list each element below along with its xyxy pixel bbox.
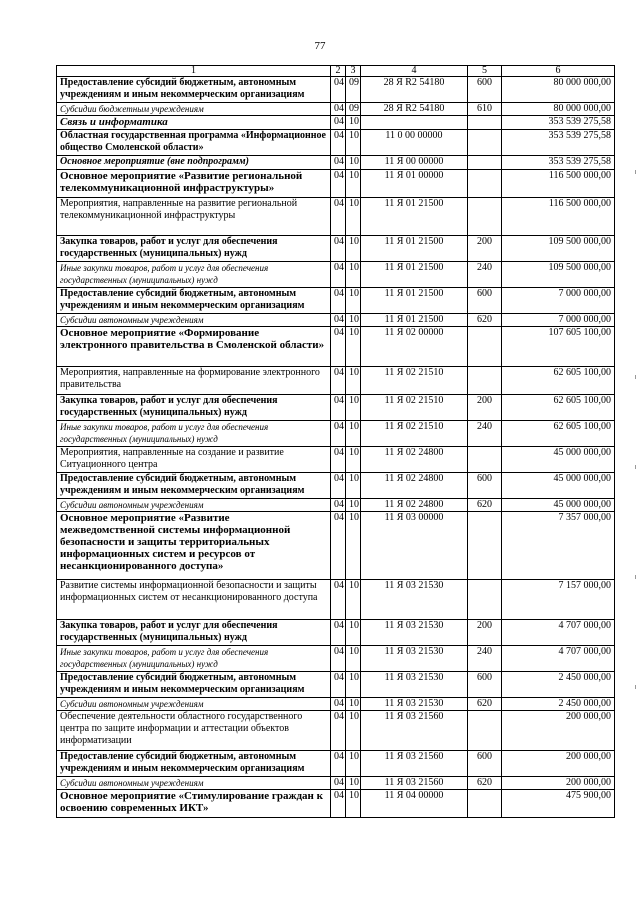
margin-mark <box>635 575 636 579</box>
row-sum-cell: 107 605 100,00 <box>502 327 615 367</box>
table-row <box>57 499 615 512</box>
table-row <box>57 170 615 198</box>
row-expense-type-cell: 600 <box>468 672 502 698</box>
row-target-code-cell: 11 Я 02 24800 <box>361 447 468 473</box>
row-target-code-cell: 11 Я 03 21560 <box>361 751 468 777</box>
row-expense-type-cell: 620 <box>468 314 502 327</box>
row-expense-type-cell: 240 <box>468 262 502 288</box>
row-target-code-cell: 11 Я 03 21530 <box>361 698 468 711</box>
row-subsection-cell: 10 <box>346 751 361 777</box>
row-sum-cell: 80 000 000,00 <box>502 77 615 103</box>
row-name-cell: Субсидии автономным учреждениям <box>57 777 331 790</box>
row-sum-cell: 353 539 275,58 <box>502 156 615 170</box>
row-target-code-cell: 11 Я 03 21560 <box>361 711 468 751</box>
row-subsection-cell: 09 <box>346 103 361 116</box>
row-name-cell: Закупка товаров, работ и услуг для обеспечения государственных (муниципальных) нужд <box>57 236 331 262</box>
row-target-code-cell: 11 Я 00 00000 <box>361 156 468 170</box>
row-expense-type-cell: 620 <box>468 777 502 790</box>
row-subsection-cell: 10 <box>346 314 361 327</box>
row-name-cell: Закупка товаров, работ и услуг для обеспечения государственных (муниципальных) нужд <box>57 620 331 646</box>
row-sum-cell: 109 500 000,00 <box>502 236 615 262</box>
row-target-code-cell: 28 Я R2 54180 <box>361 103 468 116</box>
row-target-code-cell: 11 Я 02 21510 <box>361 395 468 421</box>
row-sum-cell: 4 707 000,00 <box>502 646 615 672</box>
table-row <box>57 327 615 367</box>
row-name-cell: Связь и информатика <box>57 116 331 130</box>
row-expense-type-cell <box>468 156 502 170</box>
row-section-cell: 04 <box>331 473 346 499</box>
row-subsection-cell: 10 <box>346 262 361 288</box>
table-row <box>57 473 615 499</box>
row-name-cell: Развитие системы информационной безопасности и защиты информационных систем от несанкционированного доступа <box>57 580 331 620</box>
row-target-code-cell: 11 Я 01 21500 <box>361 262 468 288</box>
page-number: 77 <box>314 40 326 52</box>
row-target-code-cell: 11 0 00 00000 <box>361 130 468 156</box>
row-sum-cell: 7 000 000,00 <box>502 288 615 314</box>
row-name-cell: Основное мероприятие «Стимулирование граждан к освоению современных ИКТ» <box>57 790 331 818</box>
row-target-code-cell: 11 Я 03 21530 <box>361 580 468 620</box>
row-expense-type-cell: 240 <box>468 646 502 672</box>
table-row <box>57 77 615 103</box>
table-row <box>57 262 615 288</box>
row-sum-cell: 4 707 000,00 <box>502 620 615 646</box>
row-sum-cell: 200 000,00 <box>502 777 615 790</box>
row-name-cell: Обеспечение деятельности областного государственного центра по защите информации и аттестации объектов информатизации <box>57 711 331 751</box>
row-name-cell: Иные закупки товаров, работ и услуг для обеспечения государственных (муниципальных) нужд <box>57 421 331 447</box>
row-expense-type-cell: 600 <box>468 77 502 103</box>
row-section-cell: 04 <box>331 367 346 395</box>
table-row <box>57 711 615 751</box>
header-cell: 1 <box>57 66 331 77</box>
row-sum-cell: 62 605 100,00 <box>502 367 615 395</box>
row-subsection-cell: 10 <box>346 512 361 580</box>
header-row <box>57 66 615 77</box>
table-row <box>57 790 615 818</box>
row-expense-type-cell <box>468 512 502 580</box>
table-row <box>57 395 615 421</box>
row-target-code-cell: 11 Я 01 00000 <box>361 170 468 198</box>
row-expense-type-cell: 200 <box>468 236 502 262</box>
row-section-cell: 04 <box>331 262 346 288</box>
table-row <box>57 103 615 116</box>
row-target-code-cell: 11 Я 02 21510 <box>361 421 468 447</box>
row-section-cell: 04 <box>331 646 346 672</box>
row-sum-cell: 7 157 000,00 <box>502 580 615 620</box>
row-name-cell: Субсидии бюджетным учреждениям <box>57 103 331 116</box>
row-sum-cell: 353 539 275,58 <box>502 116 615 130</box>
table-row <box>57 288 615 314</box>
row-subsection-cell: 10 <box>346 580 361 620</box>
row-name-cell: Предоставление субсидий бюджетным, автономным учреждениям и иным некоммерческим организациям <box>57 77 331 103</box>
row-section-cell: 04 <box>331 77 346 103</box>
row-name-cell: Основное мероприятие «Развитие региональной телекоммуникационной инфраструктуры» <box>57 170 331 198</box>
row-name-cell: Предоставление субсидий бюджетным, автономным учреждениям и иным некоммерческим организациям <box>57 473 331 499</box>
row-subsection-cell: 10 <box>346 620 361 646</box>
row-expense-type-cell <box>468 130 502 156</box>
row-section-cell: 04 <box>331 327 346 367</box>
row-subsection-cell: 10 <box>346 777 361 790</box>
row-expense-type-cell: 240 <box>468 421 502 447</box>
row-subsection-cell: 10 <box>346 198 361 236</box>
row-subsection-cell: 10 <box>346 395 361 421</box>
row-section-cell: 04 <box>331 116 346 130</box>
table-row <box>57 116 615 130</box>
header-cell: 2 <box>331 66 346 77</box>
table-row <box>57 751 615 777</box>
row-expense-type-cell <box>468 116 502 130</box>
row-target-code-cell: 11 Я 03 21530 <box>361 646 468 672</box>
row-section-cell: 04 <box>331 236 346 262</box>
row-expense-type-cell <box>468 198 502 236</box>
row-subsection-cell: 10 <box>346 130 361 156</box>
row-subsection-cell: 10 <box>346 672 361 698</box>
row-name-cell: Иные закупки товаров, работ и услуг для обеспечения государственных (муниципальных) нужд <box>57 646 331 672</box>
margin-mark <box>635 465 636 469</box>
table-row <box>57 198 615 236</box>
row-sum-cell: 109 500 000,00 <box>502 262 615 288</box>
row-section-cell: 04 <box>331 499 346 512</box>
row-name-cell: Областная государственная программа «Информационное общество Смоленской области» <box>57 130 331 156</box>
header-cell: 5 <box>468 66 502 77</box>
table-row <box>57 447 615 473</box>
table-row <box>57 156 615 170</box>
row-expense-type-cell <box>468 711 502 751</box>
row-subsection-cell: 10 <box>346 646 361 672</box>
row-name-cell: Субсидии автономным учреждениям <box>57 499 331 512</box>
row-target-code-cell: 11 Я 03 21530 <box>361 620 468 646</box>
margin-mark <box>635 170 636 174</box>
row-subsection-cell: 10 <box>346 711 361 751</box>
row-section-cell: 04 <box>331 580 346 620</box>
row-expense-type-cell: 600 <box>468 288 502 314</box>
row-sum-cell: 116 500 000,00 <box>502 198 615 236</box>
row-section-cell: 04 <box>331 447 346 473</box>
row-name-cell: Иные закупки товаров, работ и услуг для обеспечения государственных (муниципальных) нужд <box>57 262 331 288</box>
margin-mark <box>635 685 636 689</box>
row-sum-cell: 80 000 000,00 <box>502 103 615 116</box>
header-cell: 6 <box>502 66 615 77</box>
row-name-cell: Субсидии автономным учреждениям <box>57 698 331 711</box>
row-subsection-cell: 10 <box>346 327 361 367</box>
row-subsection-cell: 10 <box>346 288 361 314</box>
table-row <box>57 698 615 711</box>
row-subsection-cell: 10 <box>346 698 361 711</box>
row-section-cell: 04 <box>331 777 346 790</box>
row-expense-type-cell <box>468 447 502 473</box>
row-section-cell: 04 <box>331 156 346 170</box>
row-expense-type-cell: 620 <box>468 499 502 512</box>
row-section-cell: 04 <box>331 170 346 198</box>
row-subsection-cell: 10 <box>346 116 361 130</box>
row-expense-type-cell <box>468 367 502 395</box>
row-name-cell: Предоставление субсидий бюджетным, автономным учреждениям и иным некоммерческим организациям <box>57 288 331 314</box>
row-target-code-cell: 11 Я 02 24800 <box>361 499 468 512</box>
budget-table <box>56 65 615 818</box>
row-target-code-cell: 11 Я 04 00000 <box>361 790 468 818</box>
row-expense-type-cell <box>468 580 502 620</box>
row-expense-type-cell: 600 <box>468 473 502 499</box>
row-sum-cell: 353 539 275,58 <box>502 130 615 156</box>
table-row <box>57 620 615 646</box>
row-subsection-cell: 10 <box>346 421 361 447</box>
row-target-code-cell: 11 Я 02 24800 <box>361 473 468 499</box>
row-subsection-cell: 10 <box>346 156 361 170</box>
table-row <box>57 421 615 447</box>
row-sum-cell: 62 605 100,00 <box>502 395 615 421</box>
table-row <box>57 777 615 790</box>
row-name-cell: Закупка товаров, работ и услуг для обеспечения государственных (муниципальных) нужд <box>57 395 331 421</box>
row-name-cell: Предоставление субсидий бюджетным, автономным учреждениям и иным некоммерческим организациям <box>57 672 331 698</box>
table-row <box>57 367 615 395</box>
table-row <box>57 130 615 156</box>
row-subsection-cell: 10 <box>346 170 361 198</box>
row-expense-type-cell <box>468 327 502 367</box>
row-target-code-cell: 11 Я 02 00000 <box>361 327 468 367</box>
row-subsection-cell: 09 <box>346 77 361 103</box>
row-section-cell: 04 <box>331 620 346 646</box>
row-name-cell: Субсидии автономным учреждениям <box>57 314 331 327</box>
row-target-code-cell: 11 Я 01 21500 <box>361 236 468 262</box>
row-section-cell: 04 <box>331 198 346 236</box>
row-sum-cell: 2 450 000,00 <box>502 672 615 698</box>
row-section-cell: 04 <box>331 130 346 156</box>
row-target-code-cell <box>361 116 468 130</box>
row-section-cell: 04 <box>331 790 346 818</box>
table-row <box>57 314 615 327</box>
row-sum-cell: 45 000 000,00 <box>502 473 615 499</box>
row-target-code-cell: 11 Я 01 21500 <box>361 288 468 314</box>
row-name-cell: Мероприятия, направленные на развитие региональной телекоммуникационной инфраструктуры <box>57 198 331 236</box>
row-subsection-cell: 10 <box>346 447 361 473</box>
row-name-cell: Предоставление субсидий бюджетным, автономным учреждениям и иным некоммерческим организациям <box>57 751 331 777</box>
row-target-code-cell: 11 Я 03 21530 <box>361 672 468 698</box>
row-expense-type-cell: 620 <box>468 698 502 711</box>
row-subsection-cell: 10 <box>346 473 361 499</box>
row-subsection-cell: 10 <box>346 236 361 262</box>
header-cell: 4 <box>361 66 468 77</box>
row-section-cell: 04 <box>331 512 346 580</box>
row-section-cell: 04 <box>331 698 346 711</box>
table-row <box>57 512 615 580</box>
row-sum-cell: 200 000,00 <box>502 711 615 751</box>
row-section-cell: 04 <box>331 711 346 751</box>
row-expense-type-cell: 200 <box>468 395 502 421</box>
margin-mark <box>635 375 636 379</box>
row-expense-type-cell: 600 <box>468 751 502 777</box>
row-sum-cell: 116 500 000,00 <box>502 170 615 198</box>
row-section-cell: 04 <box>331 421 346 447</box>
row-name-cell: Основное мероприятие «Формирование электронного правительства в Смоленской области» <box>57 327 331 367</box>
row-sum-cell: 200 000,00 <box>502 751 615 777</box>
row-sum-cell: 7 000 000,00 <box>502 314 615 327</box>
header-cell: 3 <box>346 66 361 77</box>
row-sum-cell: 475 900,00 <box>502 790 615 818</box>
row-expense-type-cell <box>468 790 502 818</box>
row-sum-cell: 7 357 000,00 <box>502 512 615 580</box>
row-section-cell: 04 <box>331 103 346 116</box>
row-target-code-cell: 28 Я R2 54180 <box>361 77 468 103</box>
row-section-cell: 04 <box>331 314 346 327</box>
table-row <box>57 646 615 672</box>
table-row <box>57 236 615 262</box>
row-sum-cell: 45 000 000,00 <box>502 499 615 512</box>
row-sum-cell: 2 450 000,00 <box>502 698 615 711</box>
row-target-code-cell: 11 Я 02 21510 <box>361 367 468 395</box>
row-target-code-cell: 11 Я 01 21500 <box>361 314 468 327</box>
row-subsection-cell: 10 <box>346 367 361 395</box>
row-section-cell: 04 <box>331 395 346 421</box>
table-row <box>57 672 615 698</box>
row-sum-cell: 62 605 100,00 <box>502 421 615 447</box>
row-name-cell: Основное мероприятие (вне подпрограмм) <box>57 156 331 170</box>
row-name-cell: Основное мероприятие «Развитие межведомственной системы информационной безопасности и защиты территориальных информационных систем и ресурсов от несанкционированного доступа» <box>57 512 331 580</box>
row-section-cell: 04 <box>331 672 346 698</box>
row-subsection-cell: 10 <box>346 790 361 818</box>
row-expense-type-cell: 200 <box>468 620 502 646</box>
row-name-cell: Мероприятия, направленные на формирование электронного правительства <box>57 367 331 395</box>
row-sum-cell: 45 000 000,00 <box>502 447 615 473</box>
row-target-code-cell: 11 Я 03 21560 <box>361 777 468 790</box>
row-expense-type-cell: 610 <box>468 103 502 116</box>
row-name-cell: Мероприятия, направленные на создание и развитие Ситуационного центра <box>57 447 331 473</box>
row-target-code-cell: 11 Я 01 21500 <box>361 198 468 236</box>
row-section-cell: 04 <box>331 751 346 777</box>
row-expense-type-cell <box>468 170 502 198</box>
table-row <box>57 580 615 620</box>
row-section-cell: 04 <box>331 288 346 314</box>
row-target-code-cell: 11 Я 03 00000 <box>361 512 468 580</box>
row-subsection-cell: 10 <box>346 499 361 512</box>
